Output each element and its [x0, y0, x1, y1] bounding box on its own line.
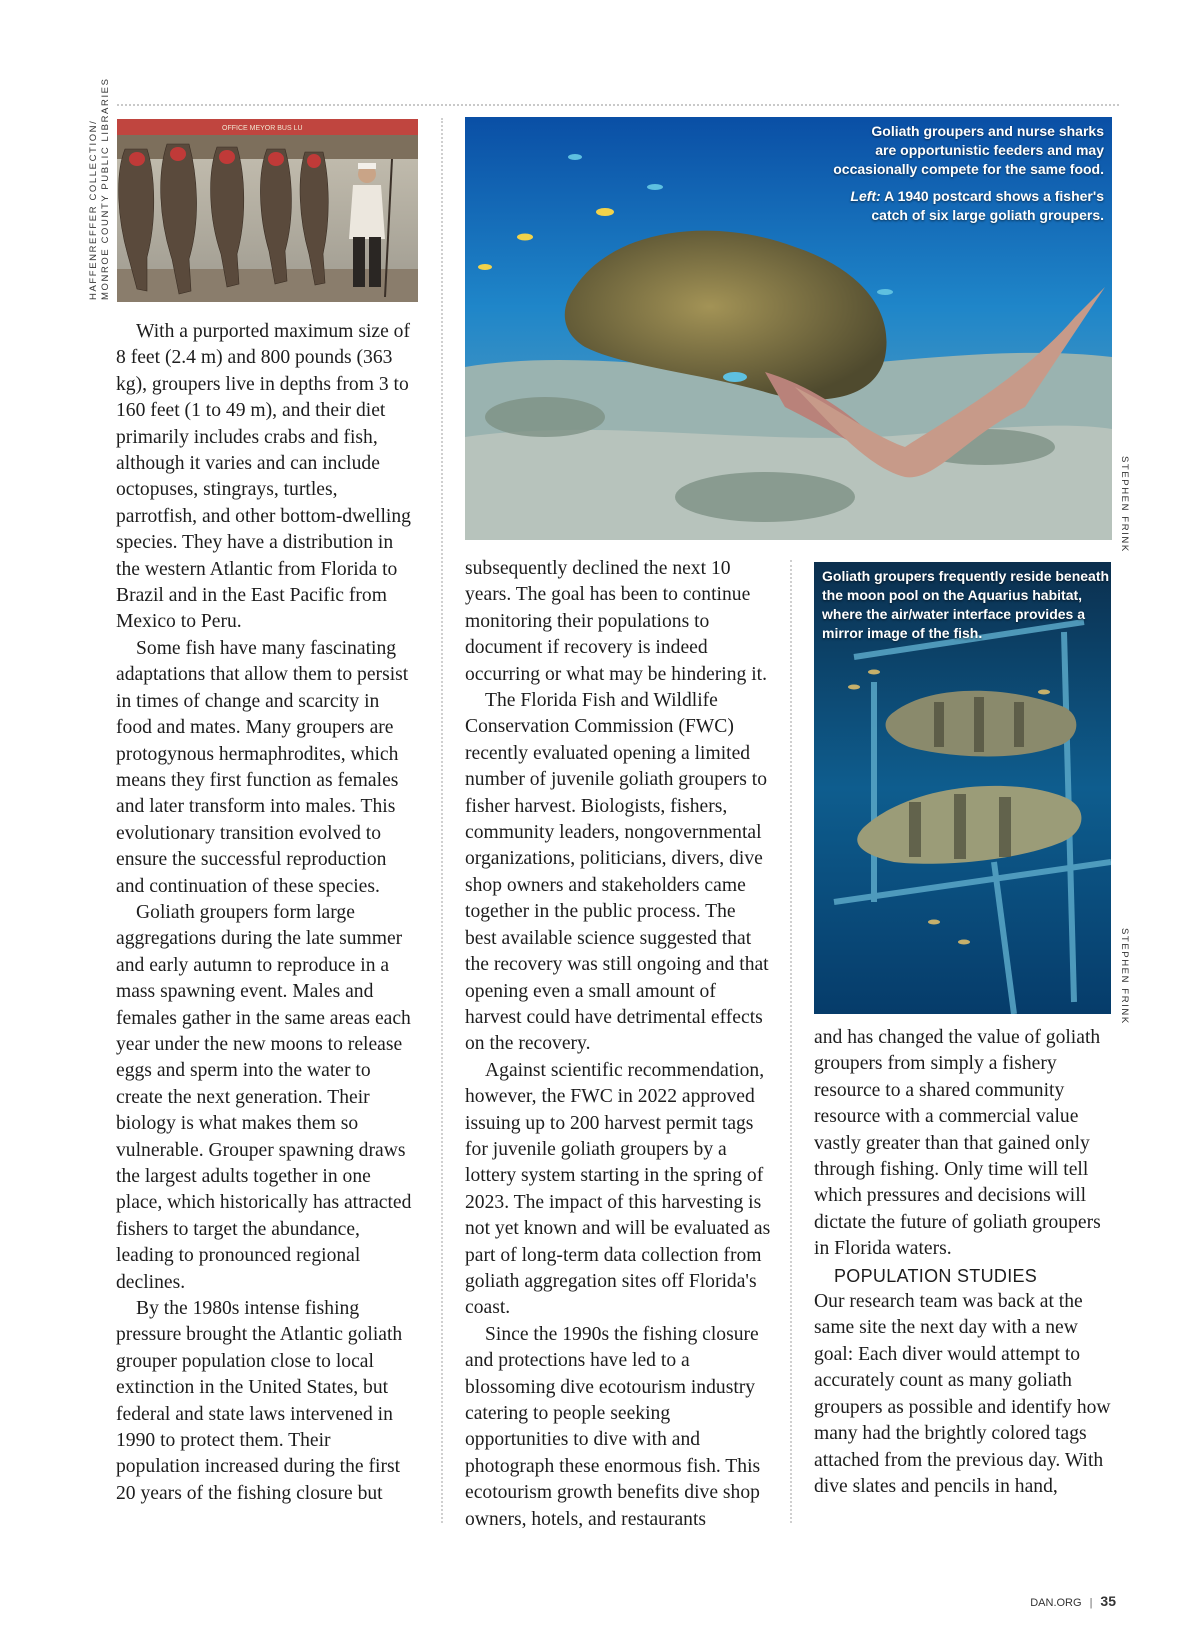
col2-paragraph-3: Against scientific recommendation, however, the FWC in 2022 approved issuing up to 200 harvest permit tags for juvenile goliath groupers by a lottery system starting in the spring of 2023. The impact of this harvesting is not yet known and will be evaluated as part of long-term data collection from goliath aggregation sites off Florida's coast. — [465, 1059, 771, 1319]
column-1 — [116, 319, 419, 1507]
aquarius-caption-line-3: where the air/water interface provides a — [822, 606, 1085, 622]
top-dotted-rule — [117, 104, 1119, 106]
postcard-photo — [117, 119, 418, 302]
folio-site: DAN.ORG — [1030, 1597, 1082, 1609]
column-2 — [465, 556, 771, 1533]
caption-left-line-1-rest: A 1940 postcard shows a fisher's — [880, 188, 1104, 204]
page-folio — [1030, 1593, 1116, 1609]
section-heading-population-studies: POPULATION STUDIES — [834, 1265, 1038, 1286]
caption-top-line-3: occasionally compete for the same food. — [833, 161, 1104, 177]
col2-paragraph-2: The Florida Fish and Wildlife Conservation Commission (FWC) recently evaluated opening a limited number of juvenile goliath groupers to fisher harvest. Biologists, fishers, community leaders, nongovernmental organizations, politicians, divers, dive shop owners and stakeholders came together in the public process. The best available science suggested that the recovery was still ongoing and that opening even a small amount of harvest could have detrimental effects on the recovery. — [465, 690, 769, 1055]
aquarius-caption-line-1: Goliath groupers frequently reside beneath — [822, 568, 1110, 584]
caption-left-line-1 — [684, 187, 1104, 206]
column-divider-1 — [441, 118, 443, 1523]
col2-paragraph-1: subsequently declined the next 10 years. The goal has been to continue monitoring their populations to document if recovery is indeed occurring or what may be hindering it. — [465, 558, 767, 685]
page-number: 35 — [1100, 1593, 1116, 1609]
caption-left-line-2: catch of six large goliath groupers. — [871, 207, 1104, 223]
col1-paragraph-4: By the 1980s intense fishing pressure brought the Atlantic goliath grouper population close to local extinction in the United States, but federal and state laws intervened in 1990 to protect them. Their population increased during the first 20 years of the fishing closure but — [116, 1298, 403, 1504]
col3-paragraph-1: and has changed the value of goliath groupers from simply a fishery resource to a shared community resource with a commercial value vastly greater than that gained only through fishing. Only time will tell which pressures and decisions will dictate the future of goliath groupers in Florida waters. — [814, 1027, 1101, 1260]
postcard-sign-text: OFFICE MEYOR BUS LU — [222, 125, 303, 132]
folio-separator: | — [1089, 1597, 1093, 1609]
col1-paragraph-2: Some fish have many fascinating adaptations that allow them to persist in times of change and scarcity in food and mates. Many groupers are protogynous hermaphrodites, which means they first function as females and later transform into males. This evolutionary transition evolved to ensure the successful reproduction and continuation of these species. — [116, 637, 409, 897]
caption-top-line-2: are opportunistic feeders and may — [875, 142, 1104, 158]
col1-paragraph-1: With a purported maximum size of 8 feet (2.4 m) and 800 pounds (363 kg), groupers live in depths from 3 to 160 feet (1 to 49 m), and their diet primarily includes crabs and fish, although it varies and can include octopuses, stingrays, turtles, parrotfish, and other bottom-dwelling species. They have a distribution in the western Atlantic from Florida to Brazil and in the East Pacific from Mexico to Peru. — [116, 321, 411, 633]
credit-line-1: HAFFENREFFER COLLECTION/ — [88, 119, 99, 300]
col3-paragraph-2: Our research team was back at the same site the next day with a new goal: Each diver would attempt to accurately count as many goliath groupers as possible and identify how many had the brightly colored tags attached from the previous day. With dive slates and pencils in hand, — [814, 1291, 1111, 1497]
caption-left-label: Left: — [850, 188, 881, 204]
col2-paragraph-4: Since the 1990s the fishing closure and protections have led to a blossoming dive ecotourism industry catering to people seeking opportunities to dive with and photograph these enormous fish. This ecotourism growth benefits dive shop owners, hotels, and restaurants — [465, 1323, 761, 1530]
aquarius-caption — [822, 567, 1112, 643]
credit-line-2: MONROE COUNTY PUBLIC LIBRARIES — [100, 77, 111, 300]
column-3 — [814, 1025, 1116, 1500]
aquarius-caption-line-4: mirror image of the fish. — [822, 625, 983, 641]
top-photo-caption — [684, 122, 1104, 225]
aquarius-photo-credit: STEPHEN FRINK — [1119, 928, 1130, 1025]
top-photo-credit: STEPHEN FRINK — [1119, 456, 1130, 553]
caption-top-line-1: Goliath groupers and nurse sharks — [871, 123, 1104, 139]
col1-paragraph-3: Goliath groupers form large aggregations during the late summer and early autumn to reproduce in a mass spawning event. Males and females gather in the same areas each year under the new moons to release eggs and sperm into the water to create the next generation. Their biology is what makes them so vulnerable. Grouper spawning draws the largest adults together in one place, which historically has attracted fishers to target the abundance, leading to pronounced regional declines. — [116, 901, 412, 1293]
aquarius-caption-line-2: the moon pool on the Aquarius habitat, — [822, 587, 1083, 603]
postcard-photo-credit — [88, 77, 112, 300]
column-divider-2 — [790, 560, 792, 1523]
